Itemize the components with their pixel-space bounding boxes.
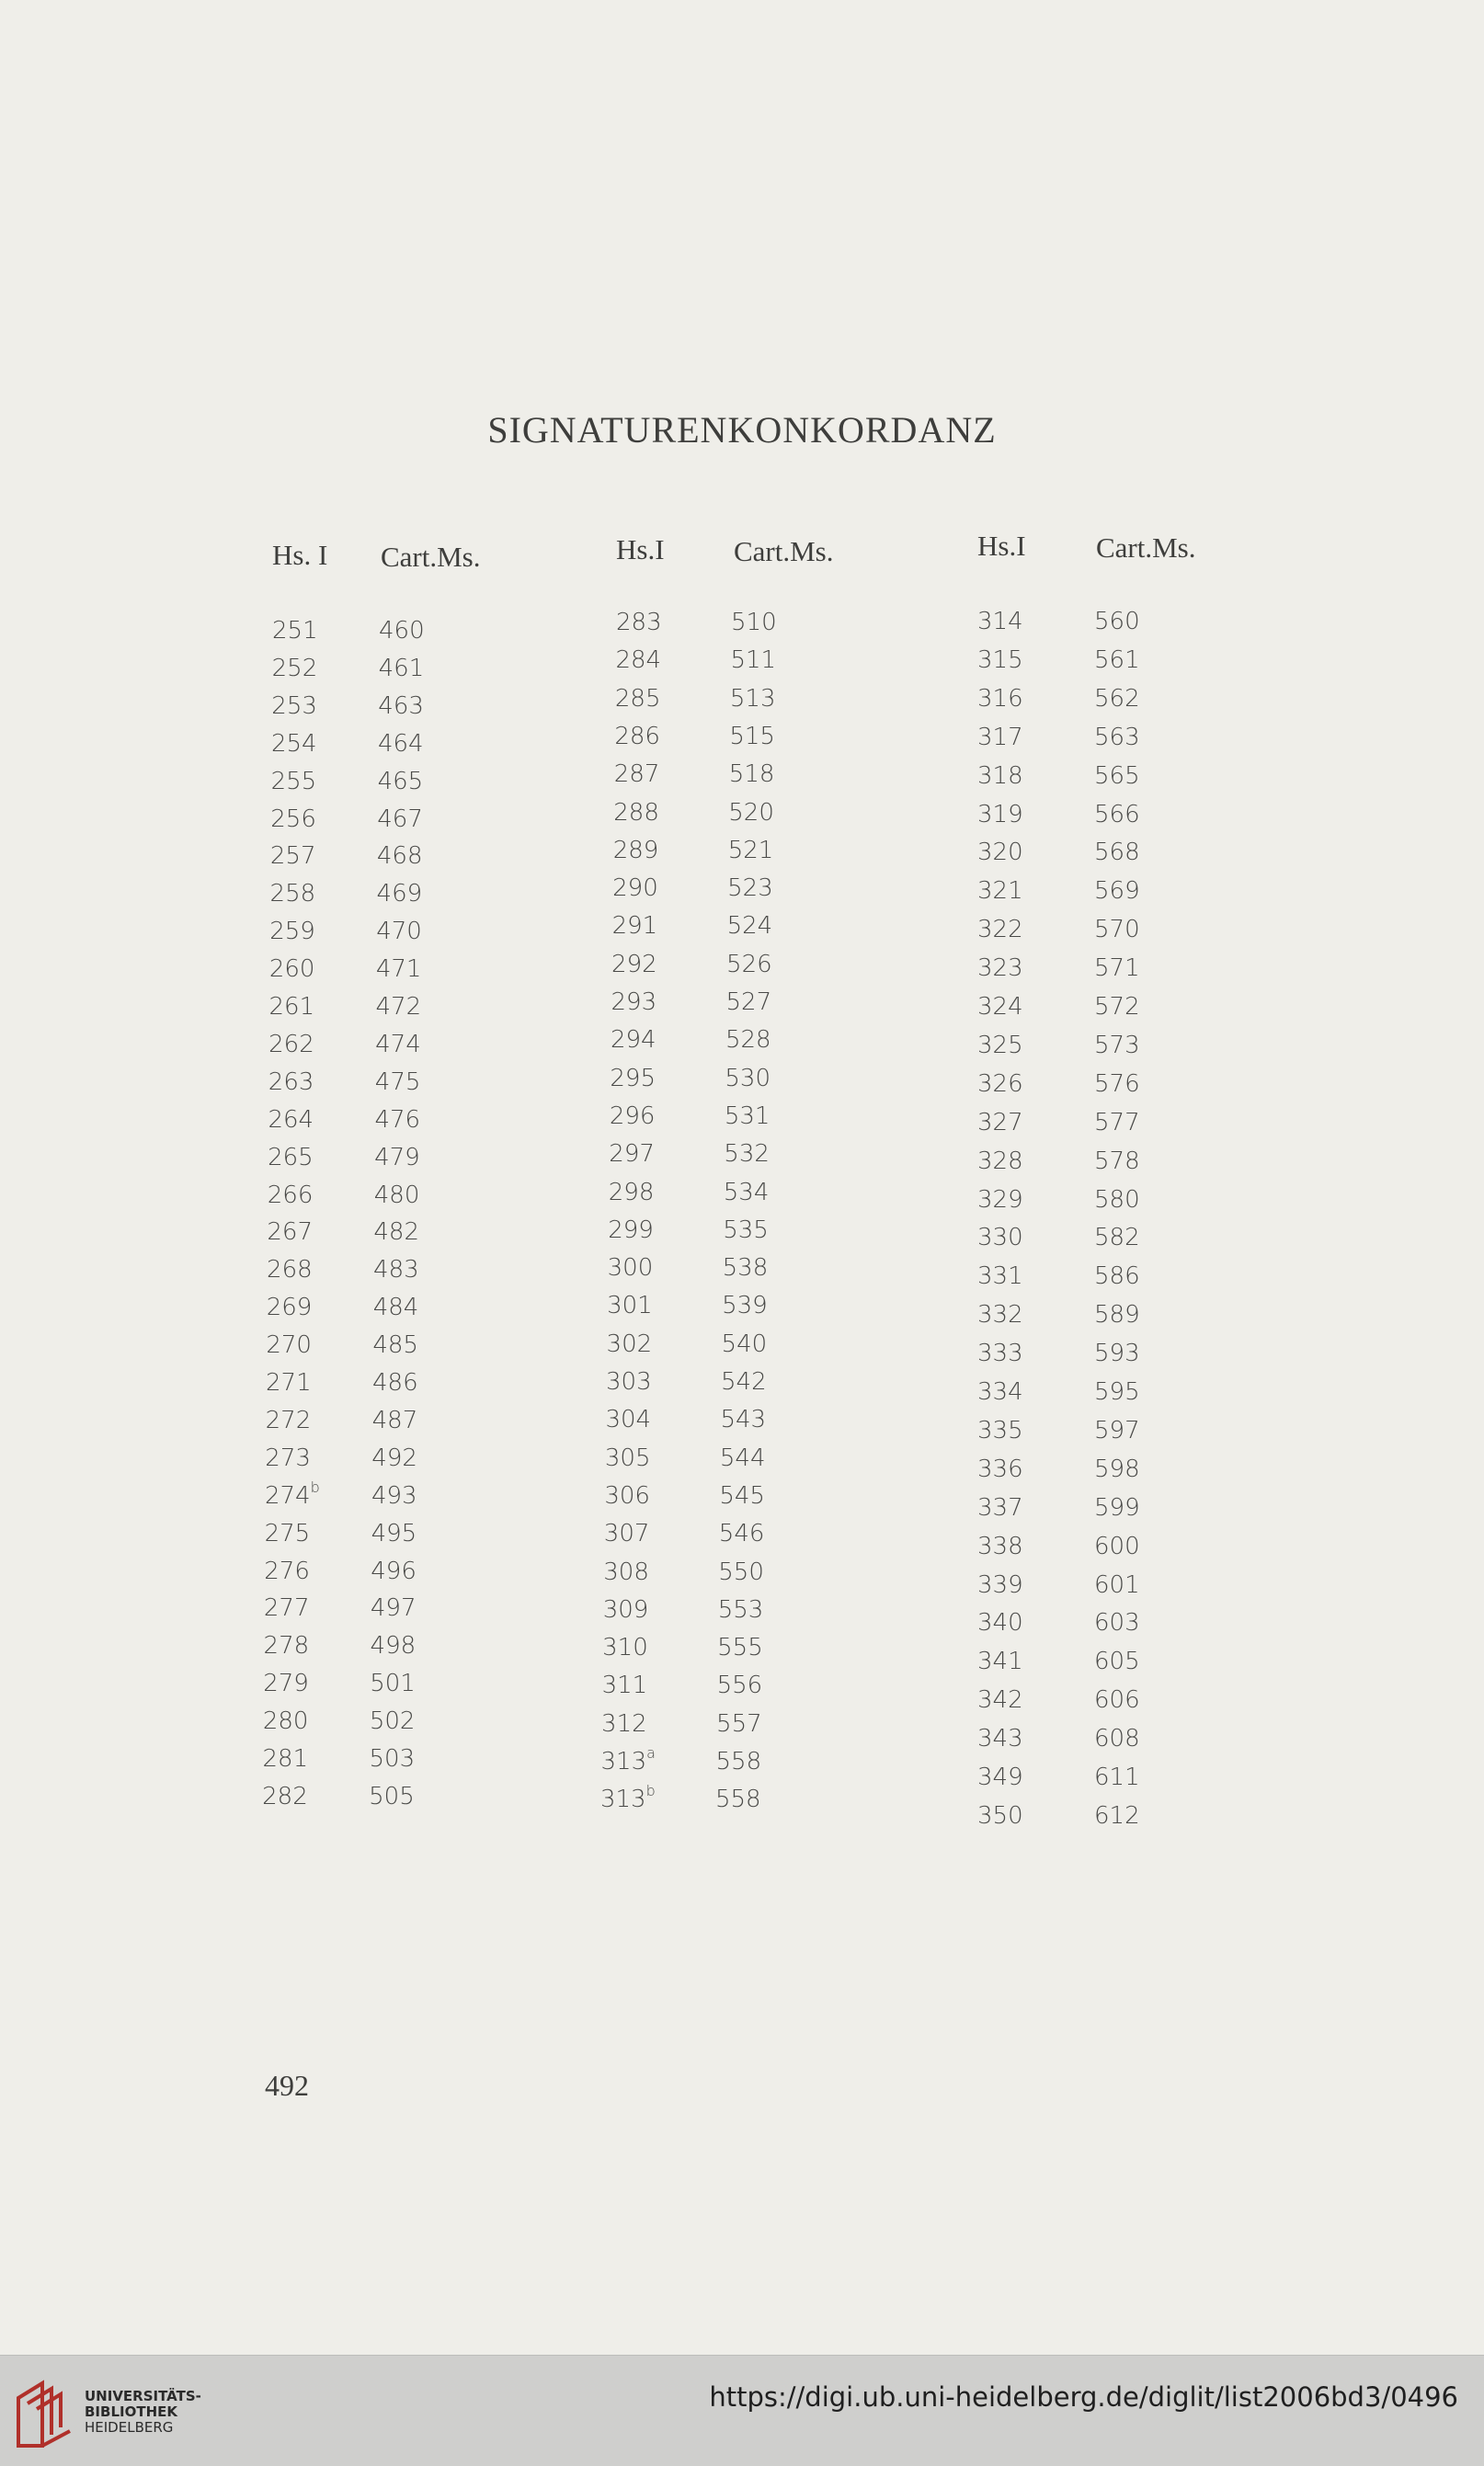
hs-signature-cell: 350 (977, 1801, 1023, 1830)
cart-ms-cell: 553 (717, 1595, 764, 1624)
hs-signature-cell: 320 (977, 839, 1023, 867)
hs-signature-cell: 313$^b$ (599, 1782, 656, 1814)
hs-signature-cell: 277 (263, 1594, 310, 1623)
hs-signature-cell: 317 (977, 723, 1023, 751)
cart-ms-cell: 595 (1094, 1378, 1140, 1406)
cart-ms-cell: 530 (725, 1064, 771, 1092)
hs-signature-cell: 274$^b$ (264, 1478, 320, 1510)
cart-ms-cell: 565 (1094, 761, 1140, 790)
cart-ms-cell: 524 (726, 912, 773, 941)
hs-signature-cell: 283 (616, 609, 662, 636)
hs-signature-cell: 334 (977, 1378, 1023, 1406)
hs-signature-cell: 298 (608, 1178, 655, 1206)
cart-ms-cell: 520 (728, 798, 774, 827)
library-name (85, 2389, 201, 2436)
hs-signature-cell: 336 (977, 1455, 1023, 1483)
hs-signature-cell: 310 (602, 1634, 648, 1662)
hs-signature-cell: 316 (977, 684, 1023, 713)
cart-ms-cell: 580 (1094, 1185, 1140, 1214)
hs-signature-cell: 321 (977, 877, 1023, 906)
hs-signature-cell: 263 (268, 1067, 314, 1096)
hs-signature-cell: 337 (977, 1493, 1023, 1522)
cart-ms-cell: 589 (1094, 1301, 1140, 1330)
cart-ms-cell: 482 (373, 1218, 420, 1247)
hs-signature-cell: 312 (601, 1709, 647, 1738)
hs-signature-cell: 287 (613, 760, 660, 789)
hs-signature-cell: 272 (265, 1406, 312, 1434)
cart-ms-cell: 497 (370, 1594, 417, 1623)
cart-ms-cell: 545 (719, 1481, 765, 1510)
cart-ms-cell: 460 (379, 617, 425, 645)
hs-signature-cell: 303 (606, 1368, 652, 1396)
hs-signature-cell: 280 (262, 1707, 309, 1736)
cart-ms-cell: 496 (371, 1557, 417, 1585)
hs-signature-cell: 295 (610, 1064, 656, 1092)
hs-signature-cell: 289 (612, 836, 659, 864)
hs-signature-cell: 328 (977, 1147, 1023, 1175)
hs-signature-cell: 338 (977, 1532, 1023, 1560)
cart-ms-cell: 486 (372, 1369, 418, 1397)
cart-ms-cell: 535 (723, 1216, 769, 1244)
cart-ms-cell: 523 (727, 874, 773, 903)
hs-signature-cell: 269 (266, 1294, 313, 1322)
cart-ms-cell: 561 (1094, 645, 1140, 674)
cart-ms-cell: 510 (731, 609, 777, 636)
hs-signature-cell: 265 (268, 1143, 314, 1171)
library-logo-icon (15, 2380, 74, 2449)
cart-ms-cell: 531 (724, 1102, 771, 1130)
hs-signature-cell: 315 (977, 645, 1023, 674)
cart-ms-cell: 542 (721, 1368, 767, 1396)
hs-signature-cell: 313$^a$ (600, 1744, 656, 1775)
cart-ms-cell: 543 (720, 1406, 767, 1434)
cart-ms-cell: 474 (375, 1030, 421, 1058)
cart-ms-cell: 555 (717, 1634, 763, 1662)
superscript-letter: a (646, 1744, 656, 1762)
cart-ms-cell: 540 (721, 1330, 768, 1358)
cart-ms-cell: 465 (377, 767, 424, 795)
hs-signature-cell: 293 (611, 988, 657, 1016)
page-number: 492 (265, 2069, 309, 2102)
cart-ms-cell: 606 (1094, 1686, 1140, 1715)
cart-ms-cell: 544 (719, 1444, 766, 1472)
cart-ms-cell: 571 (1094, 954, 1140, 983)
hs-signature-cell: 329 (977, 1185, 1023, 1214)
superscript-letter: b (645, 1782, 656, 1800)
hs-signature-cell: 349 (977, 1764, 1023, 1791)
hs-signature-cell: 255 (270, 767, 317, 795)
cart-ms-cell: 476 (374, 1105, 421, 1134)
cart-ms-cell: 513 (729, 684, 776, 713)
cart-ms-cell: 577 (1094, 1108, 1140, 1136)
cart-ms-cell: 483 (373, 1256, 419, 1284)
hs-signature-cell: 266 (267, 1181, 314, 1209)
hs-signature-cell: 256 (270, 805, 316, 833)
cart-ms-cell: 534 (723, 1178, 770, 1206)
cart-ms-cell: 558 (715, 1748, 762, 1775)
hs-signature-cell: 326 (977, 1069, 1023, 1098)
hs-signature-cell: 294 (610, 1026, 656, 1055)
hs-signature-cell: 264 (268, 1105, 314, 1134)
cart-ms-cell: 572 (1094, 993, 1140, 1021)
cart-ms-cell: 532 (724, 1140, 770, 1169)
cart-ms-cell: 463 (378, 691, 424, 720)
hs-signature-cell: 276 (264, 1557, 310, 1585)
cart-ms-cell: 468 (376, 842, 423, 871)
cart-ms-cell: 550 (718, 1558, 764, 1586)
cart-ms-cell: 563 (1094, 723, 1140, 751)
hs-signature-cell: 333 (977, 1340, 1023, 1368)
hs-signature-cell: 281 (262, 1745, 309, 1773)
hs-signature-cell: 278 (263, 1632, 310, 1661)
hs-signature-cell: 323 (977, 954, 1023, 983)
cart-ms-cell: 582 (1094, 1224, 1140, 1252)
cart-ms-cell: 484 (372, 1294, 419, 1322)
cart-ms-cell: 527 (725, 988, 772, 1016)
hs-signature-cell: 340 (977, 1609, 1023, 1638)
cart-ms-cell: 503 (369, 1745, 416, 1773)
cart-ms-cell: 598 (1094, 1455, 1140, 1483)
cart-ms-cell: 578 (1094, 1147, 1140, 1175)
column-header-hs: Hs. I (272, 539, 328, 571)
hs-signature-cell: 279 (263, 1670, 309, 1698)
column-header-cart-ms: Cart.Ms. (734, 535, 834, 567)
hs-signature-cell: 330 (977, 1224, 1023, 1252)
cart-ms-cell: 521 (727, 836, 774, 864)
column-header-cart-ms: Cart.Ms. (381, 541, 481, 573)
hs-signature-cell: 331 (977, 1262, 1023, 1291)
hs-signature-cell: 262 (268, 1030, 314, 1058)
hs-signature-cell: 305 (604, 1444, 651, 1472)
cart-ms-cell: 480 (373, 1181, 420, 1209)
cart-ms-cell: 569 (1094, 877, 1140, 906)
cart-ms-cell: 603 (1094, 1609, 1140, 1638)
hs-signature-cell: 341 (977, 1648, 1023, 1676)
hs-signature-cell: 314 (977, 608, 1023, 635)
cart-ms-cell: 502 (369, 1707, 416, 1736)
cart-ms-cell: 593 (1094, 1340, 1140, 1368)
hs-signature-cell: 292 (611, 950, 657, 978)
hs-signature-cell: 291 (611, 912, 658, 941)
hs-signature-cell: 308 (603, 1558, 649, 1586)
cart-ms-cell: 557 (716, 1709, 762, 1738)
cart-ms-cell: 464 (377, 729, 424, 758)
library-name-line1: UNIVERSITÄTS- (85, 2388, 201, 2404)
footer-bar (0, 2355, 1484, 2466)
hs-signature-cell: 311 (601, 1672, 648, 1700)
cart-ms-cell: 539 (722, 1292, 768, 1320)
library-name-line3: HEIDELBERG (85, 2419, 174, 2436)
hs-signature-cell: 318 (977, 761, 1023, 790)
cart-ms-cell: 487 (371, 1406, 418, 1434)
superscript-letter: b (310, 1478, 320, 1496)
cart-ms-cell: 576 (1094, 1069, 1140, 1098)
hs-signature-cell: 296 (609, 1102, 656, 1130)
hs-signature-cell: 319 (977, 800, 1023, 828)
cart-ms-cell: 498 (370, 1632, 417, 1661)
cart-ms-cell: 472 (375, 993, 422, 1021)
cart-ms-cell: 600 (1094, 1532, 1140, 1560)
hs-signature-cell: 306 (604, 1481, 650, 1510)
cart-ms-cell: 501 (370, 1670, 416, 1698)
hs-signature-cell: 290 (612, 874, 658, 903)
cart-ms-cell: 570 (1094, 916, 1140, 944)
column-header-hs: Hs.I (977, 530, 1026, 562)
cart-ms-cell: 479 (374, 1143, 420, 1171)
source-url-link[interactable]: https://digi.ub.uni-heidelberg.de/diglit/list2006bd3/0496 (709, 2381, 1458, 2413)
hs-signature-cell: 302 (606, 1330, 653, 1358)
hs-signature-cell: 267 (267, 1218, 314, 1247)
cart-ms-cell: 538 (722, 1254, 769, 1283)
hs-signature-cell: 275 (264, 1519, 311, 1547)
hs-signature-cell: 309 (602, 1595, 649, 1624)
hs-signature-cell: 252 (271, 654, 318, 682)
page-title: SIGNATURENKONKORDANZ (487, 409, 997, 451)
hs-signature-cell: 253 (271, 691, 317, 720)
hs-signature-cell: 251 (272, 617, 318, 645)
cart-ms-cell: 475 (374, 1067, 421, 1096)
hs-signature-cell: 268 (267, 1256, 313, 1284)
cart-ms-cell: 546 (718, 1520, 765, 1548)
cart-ms-cell: 573 (1094, 1031, 1140, 1059)
cart-ms-cell: 566 (1094, 800, 1140, 828)
cart-ms-cell: 599 (1094, 1493, 1140, 1522)
cart-ms-cell: 495 (371, 1519, 417, 1547)
hs-signature-cell: 299 (608, 1216, 654, 1244)
hs-signature-cell: 260 (268, 955, 315, 984)
cart-ms-cell: 518 (728, 760, 775, 789)
cart-ms-cell: 562 (1094, 684, 1140, 713)
hs-signature-cell: 259 (269, 918, 315, 946)
hs-signature-cell: 307 (603, 1520, 650, 1548)
hs-signature-cell: 261 (268, 993, 315, 1021)
hs-signature-cell: 322 (977, 916, 1023, 944)
hs-signature-cell: 286 (614, 722, 660, 750)
cart-ms-cell: 528 (725, 1026, 771, 1055)
hs-signature-cell: 339 (977, 1570, 1023, 1599)
hs-signature-cell: 301 (607, 1292, 653, 1320)
hs-signature-cell: 327 (977, 1108, 1023, 1136)
hs-signature-cell: 342 (977, 1686, 1023, 1715)
column-header-hs: Hs.I (616, 533, 665, 565)
cart-ms-cell: 526 (726, 950, 772, 978)
hs-signature-cell: 324 (977, 993, 1023, 1021)
hs-signature-cell: 285 (614, 684, 661, 713)
hs-signature-cell: 282 (262, 1782, 308, 1810)
hs-signature-cell: 332 (977, 1301, 1023, 1330)
hs-signature-cell: 325 (977, 1031, 1023, 1059)
hs-signature-cell: 304 (605, 1406, 652, 1434)
cart-ms-cell: 611 (1094, 1764, 1140, 1791)
cart-ms-cell: 597 (1094, 1416, 1140, 1444)
cart-ms-cell: 608 (1094, 1725, 1140, 1753)
cart-ms-cell: 605 (1094, 1648, 1140, 1676)
cart-ms-cell: 601 (1094, 1570, 1140, 1599)
library-name-line2: BIBLIOTHEK (85, 2403, 177, 2420)
cart-ms-cell: 568 (1094, 839, 1140, 867)
cart-ms-cell: 485 (372, 1331, 418, 1360)
cart-ms-cell: 492 (371, 1444, 417, 1472)
hs-signature-cell: 270 (266, 1331, 312, 1360)
cart-ms-cell: 470 (376, 918, 422, 946)
hs-signature-cell: 284 (615, 646, 662, 675)
cart-ms-cell: 612 (1094, 1801, 1140, 1830)
hs-signature-cell: 254 (270, 729, 317, 758)
hs-signature-cell: 297 (609, 1140, 655, 1169)
cart-ms-cell: 469 (376, 880, 423, 908)
cart-ms-cell: 461 (378, 654, 425, 682)
cart-ms-cell: 467 (377, 805, 423, 833)
hs-signature-cell: 273 (265, 1444, 311, 1472)
cart-ms-cell: 471 (375, 955, 422, 984)
cart-ms-cell: 556 (716, 1672, 763, 1700)
cart-ms-cell: 515 (729, 722, 775, 750)
hs-signature-cell: 343 (977, 1725, 1023, 1753)
hs-signature-cell: 257 (269, 842, 316, 871)
cart-ms-cell: 493 (371, 1481, 417, 1510)
hs-signature-cell: 288 (613, 798, 659, 827)
cart-ms-cell: 505 (369, 1782, 415, 1810)
hs-signature-cell: 258 (269, 880, 316, 908)
cart-ms-cell: 586 (1094, 1262, 1140, 1291)
cart-ms-cell: 560 (1094, 608, 1140, 635)
column-header-cart-ms: Cart.Ms. (1096, 531, 1196, 564)
hs-signature-cell: 335 (977, 1416, 1023, 1444)
hs-signature-cell: 271 (266, 1369, 312, 1397)
cart-ms-cell: 558 (714, 1786, 761, 1814)
hs-signature-cell: 300 (607, 1254, 654, 1283)
cart-ms-cell: 511 (730, 646, 777, 675)
